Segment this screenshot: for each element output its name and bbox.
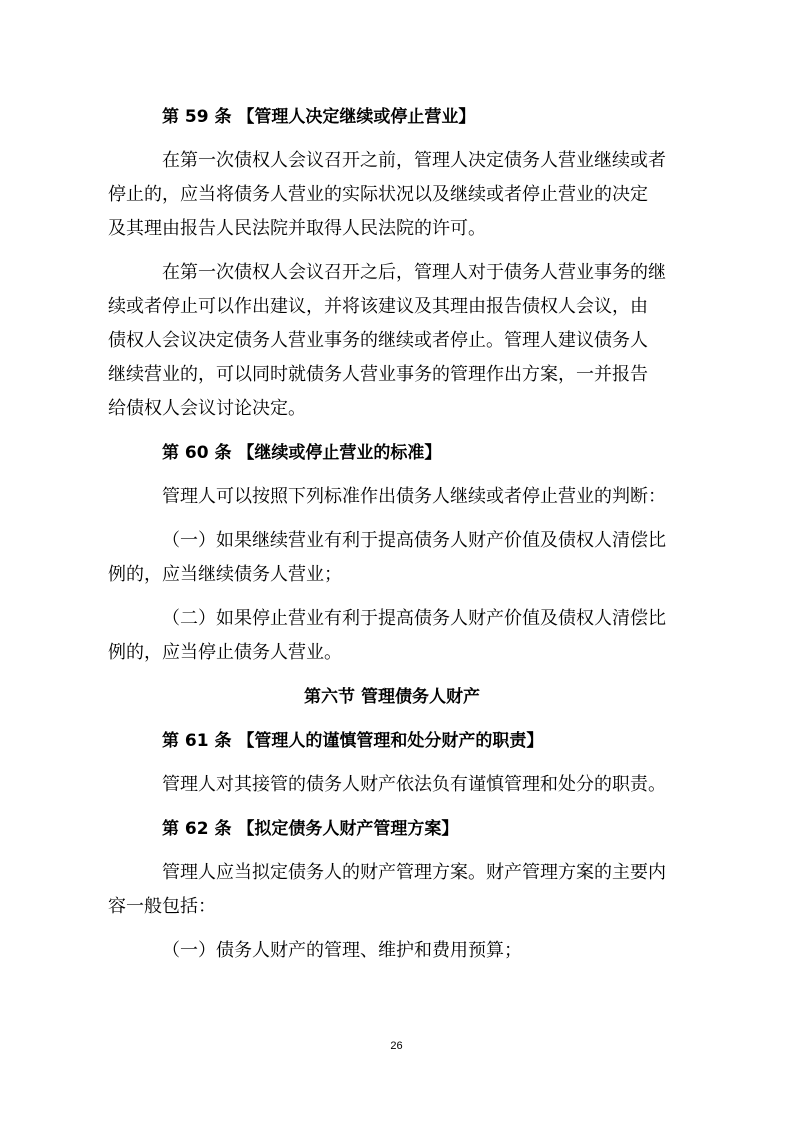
list-item-line: （二）如果停止营业有利于提高债务人财产价值及债权人清偿比 — [162, 608, 666, 629]
article-62-heading: 第 62 条 【拟定债务人财产管理方案】 — [162, 819, 459, 839]
paragraph-line: 及其理由报告人民法院并取得人民法院的许可。 — [108, 218, 486, 239]
paragraph-line: 停止的，应当将债务人营业的实际状况以及继续或者停止营业的决定 — [108, 184, 648, 205]
paragraph-line: 在第一次债权人会议召开之前，管理人决定债务人营业继续或者 — [162, 150, 666, 171]
article-59-heading: 第 59 条 【管理人决定继续或停止营业】 — [162, 107, 476, 127]
list-item-line: （一）如果继续营业有利于提高债务人财产价值及债权人清偿比 — [162, 530, 666, 551]
article-60-heading: 第 60 条 【继续或停止营业的标准】 — [162, 443, 442, 463]
paragraph-line: 管理人应当拟定债务人的财产管理方案。财产管理方案的主要内 — [162, 862, 666, 883]
paragraph-line: 续或者停止可以作出建议，并将该建议及其理由报告债权人会议，由 — [108, 296, 648, 317]
paragraph-line: 在第一次债权人会议召开之后，管理人对于债务人营业事务的继 — [162, 262, 666, 283]
paragraph-line: 继续营业的，可以同时就债务人营业事务的管理作出方案，一并报告 — [108, 364, 648, 385]
page-number: 26 — [390, 1040, 403, 1052]
list-item-line: 例的，应当停止债务人营业。 — [108, 642, 342, 663]
paragraph-line: 管理人可以按照下列标准作出债务人继续或者停止营业的判断： — [162, 486, 666, 507]
paragraph-line: 债权人会议决定债务人营业事务的继续或者停止。管理人建议债务人 — [108, 330, 648, 351]
section-heading: 第六节 管理债务人财产 — [304, 687, 480, 707]
paragraph-line: 管理人对其接管的债务人财产依法负有谨慎管理和处分的职责。 — [162, 774, 666, 795]
list-item-line: （一）债务人财产的管理、维护和费用预算； — [162, 940, 522, 961]
article-61-heading: 第 61 条 【管理人的谨慎管理和处分财产的职责】 — [162, 731, 544, 751]
paragraph-line: 给债权人会议讨论决定。 — [108, 398, 306, 419]
paragraph-line: 容一般包括： — [108, 896, 216, 917]
body-text — [108, 100, 676, 968]
list-item-line: 例的，应当继续债务人营业； — [108, 564, 342, 585]
